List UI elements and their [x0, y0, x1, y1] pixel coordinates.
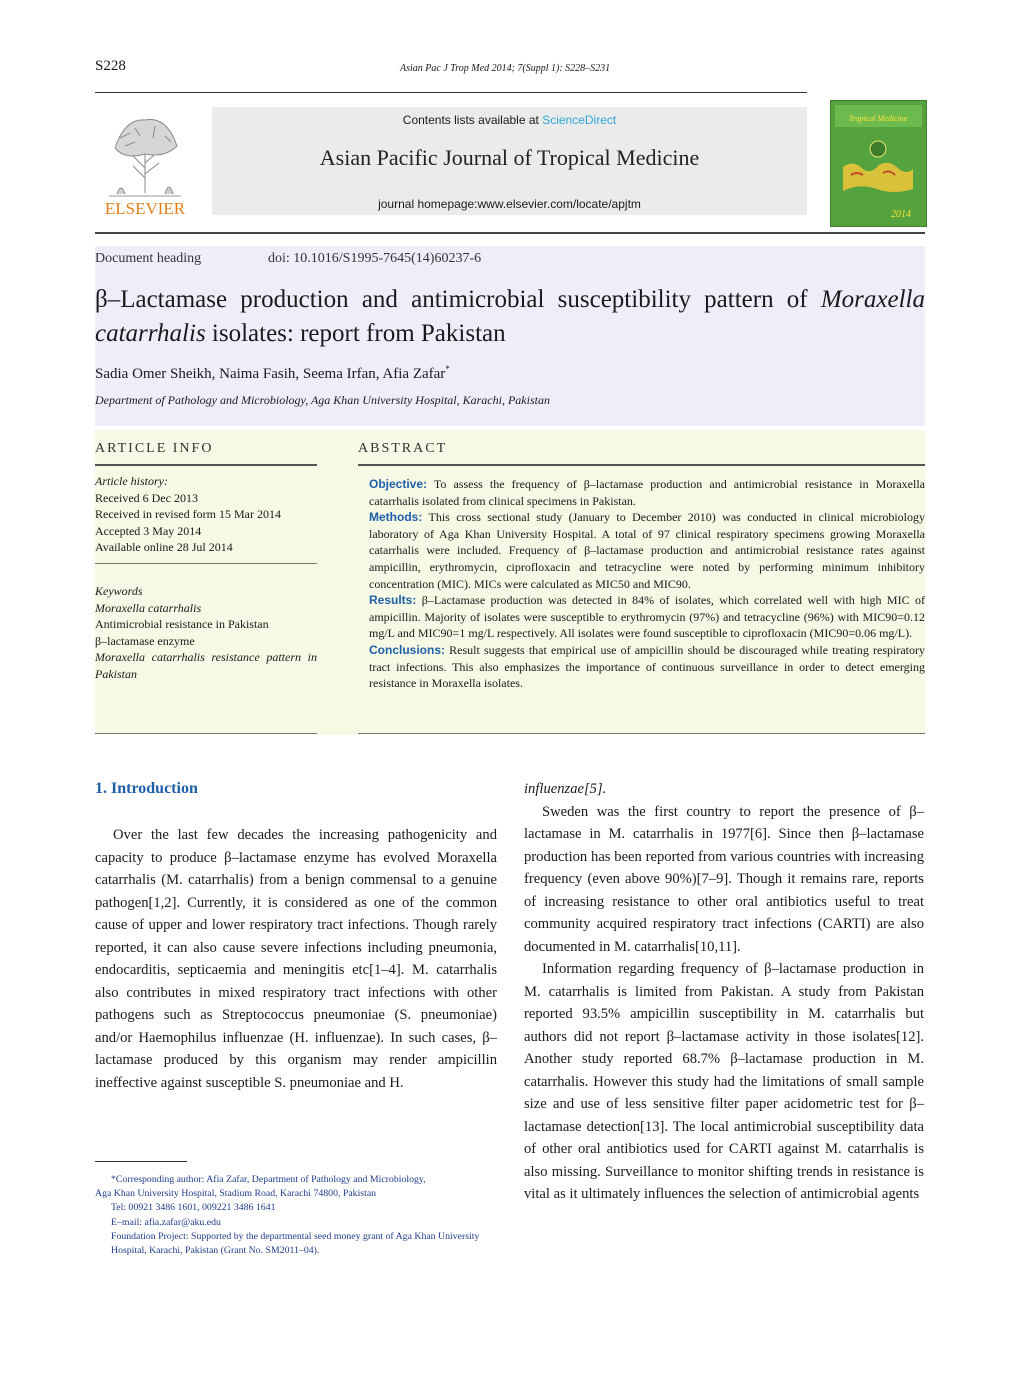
cover-year: 2014	[891, 209, 911, 220]
keywords	[95, 583, 317, 682]
keyword-item: Moraxella catarrhalis resistance pattern in Pakistan	[95, 650, 317, 681]
affiliation: Department of Pathology and Microbiology, Aga Khan University Hospital, Karachi, Pakistan	[95, 393, 550, 407]
footnote-corresponding: *Corresponding author: Afia Zafar, Department of Pathology and Microbiology,	[111, 1174, 426, 1185]
keyword-item: Antimicrobial resistance in Pakistan	[95, 617, 269, 631]
history-label: Article history:	[95, 474, 168, 488]
abstract-rule	[358, 464, 925, 466]
header-divider	[95, 92, 807, 93]
contents-line	[212, 113, 807, 127]
elsevier-logo	[95, 108, 195, 218]
abstract-methods: Methods: This cross sectional study (January to December 2010) was conducted in clinical microbiology laboratory of Aga Khan University Hospital. A total of 97 clinical respiratory specimens growing Moraxella catarrhalis were included. Frequency of β–lactamase production and antimicrobial resistance rates against ampicillin, erythromycin, ciprofloxacin and tetracycline were noted by performing minimum inhibitory concentration (MIC). MICs were calculated as MIC50 and MIC90.	[369, 510, 925, 591]
doi[interactable]: doi: 10.1016/S1995-7645(14)60237-6	[268, 251, 482, 266]
footnote-email[interactable]: E–mail: afia.zafar@aku.edu	[111, 1216, 221, 1228]
history-keywords-divider	[95, 563, 317, 564]
abstract-heading: ABSTRACT	[358, 441, 448, 456]
footnote-funding: Foundation Project: Supported by the departmental seed money grant of Aga Khan University Hospital, Karachi, Pakistan (Grant No. SM2011–04).	[111, 1230, 480, 1257]
running-head: Asian Pac J Trop Med 2014; 7(Suppl 1): S228–S231	[400, 63, 611, 74]
body-paragraph: Sweden was the first country to report the presence of β–lactamase in M. catarrhalis in 1977[6]. Since then β–lactamase production has been reported from various countries with increasing frequency (even above 90%)[7–9]. Though it remains rare, reports of increasing resistance to other oral antibiotics useful to treat community acquired respiratory tract infections (CARTI) are also documented in M. catarrhalis[10,11].	[524, 803, 924, 955]
authors: Sadia Omer Sheikh, Naima Fasih, Seema Irfan, Afia Zafar*	[95, 364, 450, 382]
article-info-bottom-rule	[95, 733, 317, 734]
article-info-heading: ARTICLE INFO	[95, 441, 214, 456]
abstract-objective: Objective: To assess the frequency of β–lactamase production and antimicrobial resistance in Moraxella catarrhalis isolated from clinical specimens in Pakistan.	[369, 477, 925, 508]
footnote-address: Aga Khan University Hospital, Stadium Road, Karachi 74800, Pakistan	[95, 1188, 377, 1200]
abstract-results: Results: β–Lactamase production was detected in 84% of isolates, which correlated well with high MIC of ampicillin. Majority of isolates were susceptible to erythromycin (97%) and tetracycline (96%) with MIC90=0.12 mg/L and MIC90=1 mg/L respectively. All isolates were found susceptible to ciprofloxacin (MIC90=0.06 mg/L).	[369, 593, 925, 641]
article-info-rule	[95, 464, 317, 466]
keyword-item: β–lactamase enzyme	[95, 633, 195, 648]
banner-divider	[95, 232, 925, 234]
abstract-text	[369, 476, 925, 692]
sciencedirect-link[interactable]: ScienceDirect	[542, 113, 617, 127]
footnote-tel: Tel: 00921 3486 1601, 009221 3486 1641	[111, 1202, 276, 1214]
page-number: S228	[95, 58, 126, 74]
journal-title: Asian Pacific Journal of Tropical Medicine	[319, 145, 700, 170]
journal-banner	[212, 107, 807, 215]
footnote	[95, 1173, 497, 1258]
revised-date: Received in revised form 15 Mar 2014	[95, 507, 281, 521]
journal-cover	[830, 100, 927, 227]
body-paragraph: Information regarding frequency of β–lactamase production in M. catarrhalis is limited from Pakistan. A study from Pakistan reported 93.5% ampicillin susceptibility in M. catarrhalis but authors did not report β–lactamase activity in those isolates[12]. Another study reported 68.7% β–lactamase production in M. catarrhalis. However this study had the limitations of small sample size and use of less sensitive filter paper acidometric test for β–lactamase detection[13]. The local antimicrobial susceptibility data of other oral antibiotics used for CARTI against M. catarrhalis is also missing. Surveillance to monitor shifting trends in resistance is vital as it ultimately influences the selection of antimicrobial agents	[524, 961, 924, 1202]
body-paragraph: influenzae[5].	[524, 781, 607, 797]
received-date: Received 6 Dec 2013	[95, 490, 198, 505]
cover-image-icon	[831, 101, 926, 226]
elsevier-tree-icon	[95, 108, 195, 218]
abstract-conclusions: Conclusions: Result suggests that empirical use of ampicillin should be discouraged while treating respiratory tract infections. This also emphasizes the importance of continuous surveillance in order to detect emerging resistance in Moraxella isolates.	[369, 642, 925, 691]
abstract-bottom-rule	[358, 733, 925, 734]
document-heading: Document heading	[95, 251, 202, 266]
introduction-heading: 1. Introduction	[95, 780, 198, 797]
keywords-label: Keywords	[95, 584, 143, 598]
accepted-date: Accepted 3 May 2014	[95, 523, 202, 538]
body-paragraph: Over the last few decades the increasing pathogenicity and capacity to produce β–lactamase enzyme has evolved Moraxella catarrhalis (M. catarrhalis) from a benign commensal to a genuine pathogen[1,2]. Currently, it is considered as one of the common cause of upper and lower respiratory tract infections. Though rarely reported, it can also cause severe infections including pneumonia, endocarditis, septicaemia and meningitis etc[1–4]. M. catarrhalis also contributes in mixed respiratory tract infections with other pathogens such as Streptococcus pneumoniae (S. pneumoniae) and/or Haemophilus influenzae (H. influenzae). In such cases, β–lactamase produced by this organism may render ampicillin ineffective against susceptible S. pneumoniae and H.	[95, 827, 497, 1091]
journal-homepage[interactable]: journal homepage:www.elsevier.com/locate/apjtm	[378, 197, 641, 211]
article-title: β–Lactamase production and antimicrobial susceptibility pattern of Moraxella catarrhalis isolates: report from Pakistan	[95, 286, 925, 347]
body-column-left	[95, 824, 497, 1094]
online-date: Available online 28 Jul 2014	[95, 540, 233, 554]
body-column-right	[524, 778, 924, 1206]
elsevier-wordmark: ELSEVIER	[104, 199, 186, 218]
footnote-rule	[95, 1161, 187, 1162]
keyword-item: Moraxella catarrhalis	[95, 600, 202, 615]
cover-title: Tropical Medicine	[848, 114, 908, 123]
article-history	[95, 473, 317, 556]
contents-prefix: Contents lists available at	[402, 113, 543, 127]
